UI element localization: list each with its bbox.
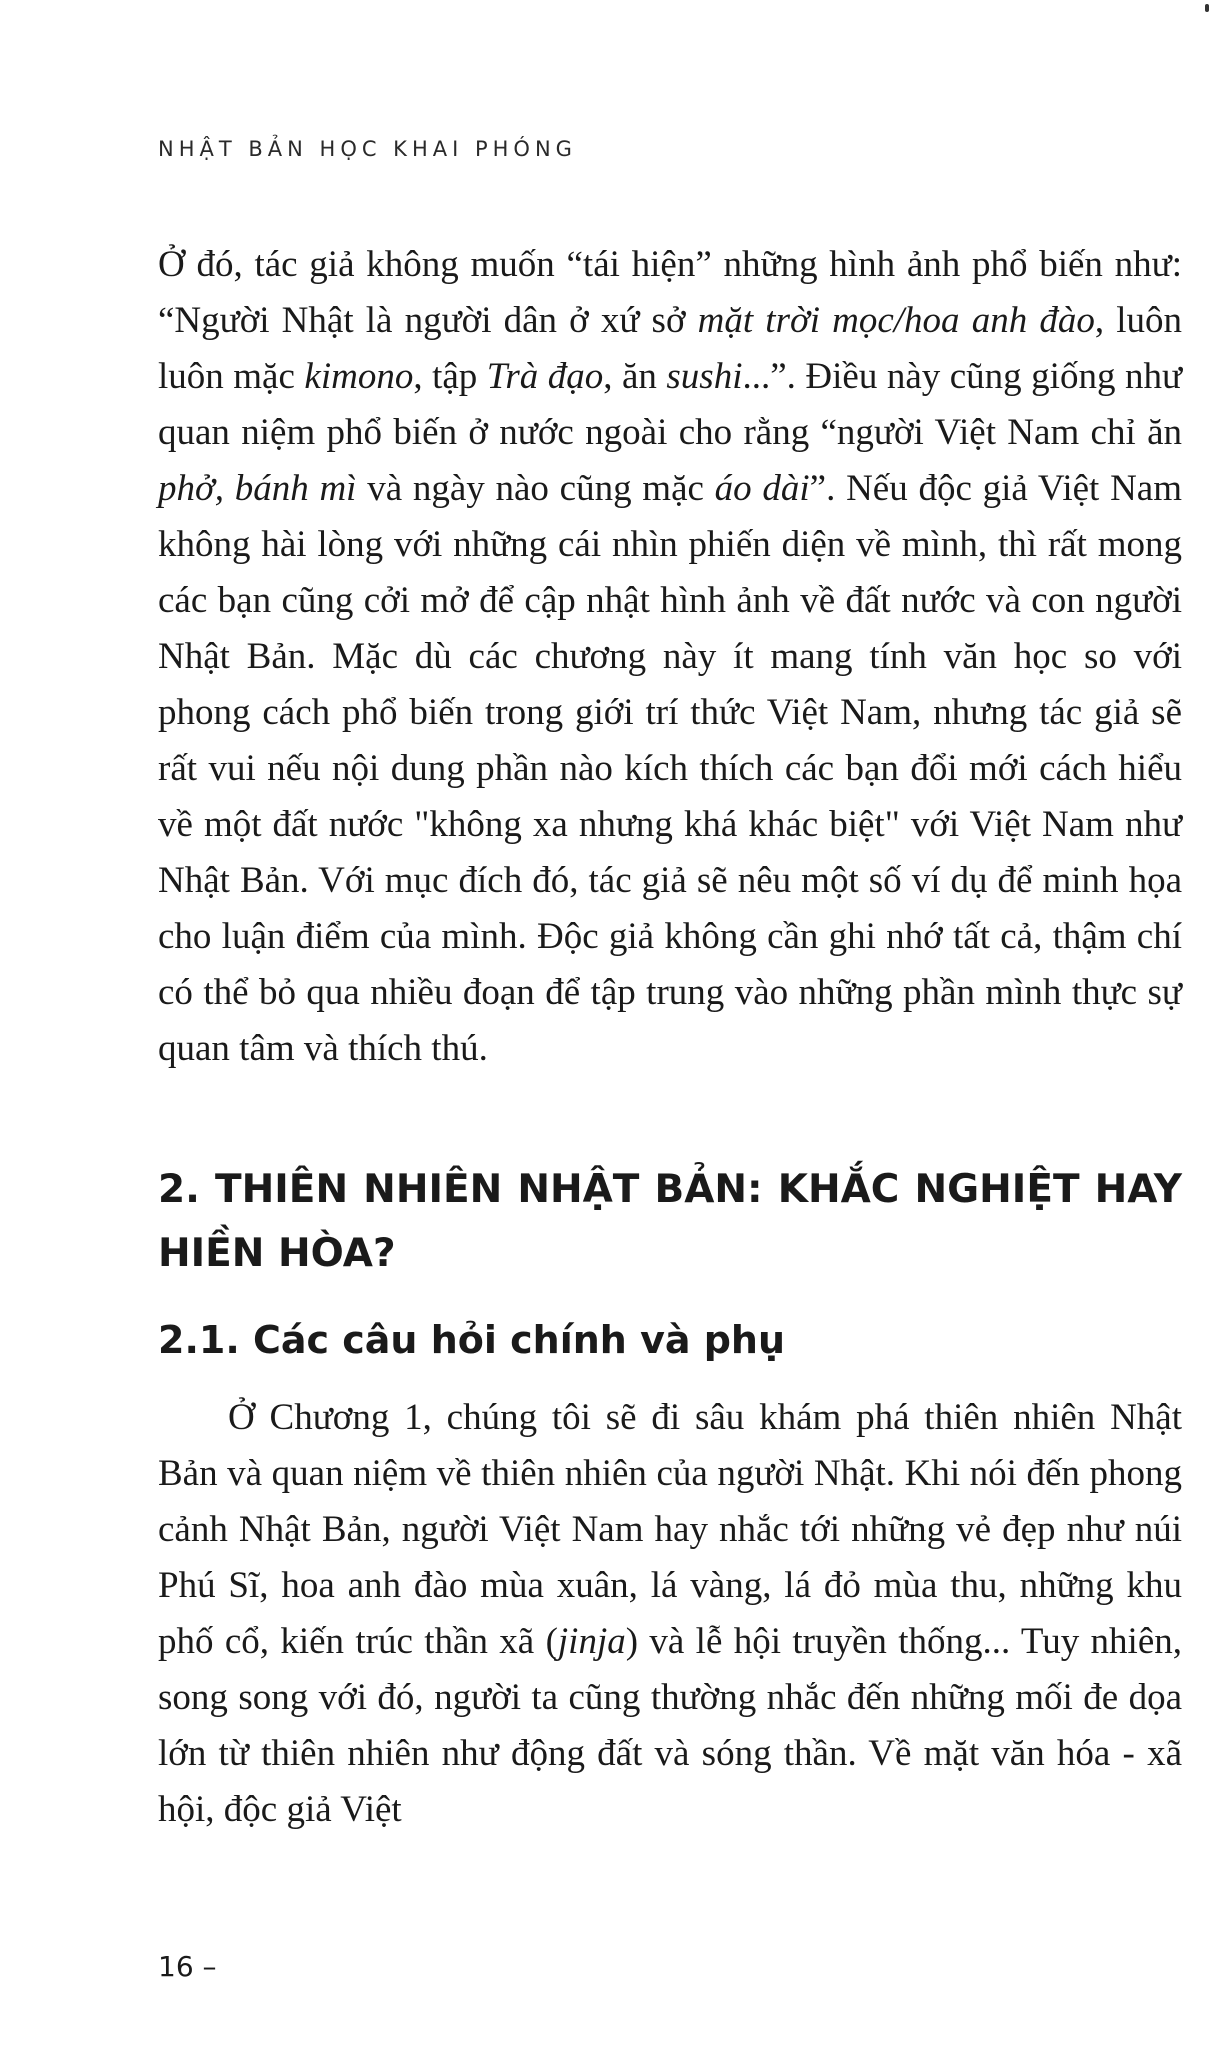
body-paragraph-2: Ở Chương 1, chúng tôi sẽ đi sâu khám phá thiên nhiên Nhật Bản và quan niệm về thiên nhiên của người Nhật. Khi nói đến phong cảnh Nhật Bản, người Việt Nam hay nhắc tới những vẻ đẹp như núi Phú Sĩ, hoa anh đào mùa xuân, lá vàng, lá đỏ mùa thu, những khu phố cổ, kiến trúc thần xã (jinja) và lễ hội truyền thống... Tuy nhiên, song song với đó, người ta cũng thường nhắc đến những mối đe dọa lớn từ thiên nhiên như động đất và sóng thần. Về mặt văn hóa - xã hội, độc giả Việt	[158, 1397, 1183, 1830]
body-paragraph-1: Ở đó, tác giả không muốn “tái hiện” những hình ảnh phổ biến như: “Người Nhật là người dân ở xứ sở mặt trời mọc/hoa anh đào, luôn luôn mặc kimono, tập Trà đạo, ăn sushi...”. Điều này cũng giống như quan niệm phổ biến ở nước ngoài cho rằng “người Việt Nam chỉ ăn phở, bánh mì và ngày nào cũng mặc áo dài”. Nếu độc giả Việt Nam không hài lòng với những cái nhìn phiến diện về mình, thì rất mong các bạn cũng cởi mở để cập nhật hình ảnh về đất nước và con người Nhật Bản. Mặc dù các chương này ít mang tính văn học so với phong cách phổ biến trong giới trí thức Việt Nam, nhưng tác giả sẽ rất vui nếu nội dung phần nào kích thích các bạn đổi mới cách hiểu về một đất nước "không xa nhưng khá khác biệt" với Việt Nam như Nhật Bản. Với mục đích đó, tác giả sẽ nêu một số ví dụ để minh họa cho luận điểm của mình. Độc giả không cần ghi nhớ tất cả, thậm chí có thể bỏ qua nhiều đoạn để tập trung vào những phần mình thực sự quan tâm và thích thú.	[158, 244, 1182, 1069]
running-header: NHẬT BẢN HỌC KHAI PHÓNG	[158, 137, 577, 161]
subsection-heading: 2.1. Các câu hỏi chính và phụ	[158, 1318, 786, 1362]
section-heading: 2. THIÊN NHIÊN NHẬT BẢN: KHẮC NGHIỆT HAY HIỀN HÒA?	[158, 1167, 1182, 1276]
page-number: 16 –	[158, 1950, 217, 1983]
scan-speck	[1205, 4, 1209, 12]
